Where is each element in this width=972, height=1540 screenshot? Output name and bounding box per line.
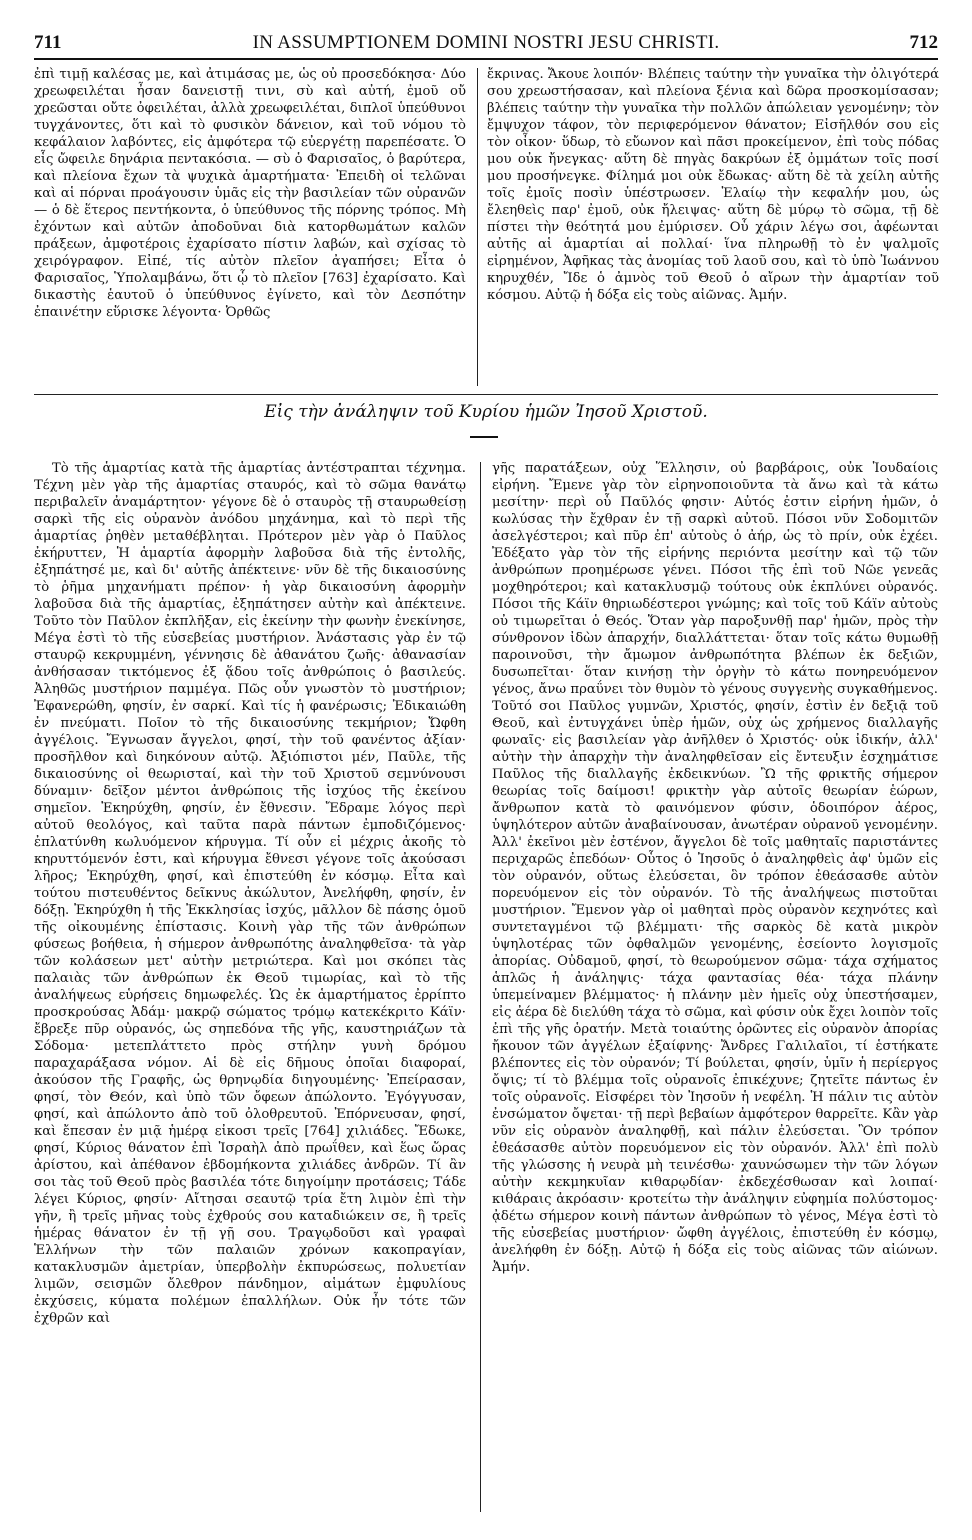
column-divider-top <box>477 68 478 386</box>
section-title: Εἰς τὴν ἀνάληψιν τοῦ Κυρίου ἡμῶν Ἰησοῦ Χριστοῦ. <box>264 402 708 422</box>
paragraph-bottom-left: Τὸ τῆς ἁμαρτίας κατὰ τῆς ἁμαρτίας ἀντέστραπται τέχνημα. Τέχνη μὲν γὰρ τῆς ἁμαρτίας σταυρός, καὶ τὸ σῶμα θανάτῳ περιβαλεῖν ἀναμάρτητον· γέγονε δὲ ὁ σταυρὸς τῇ σταυρωθείσῃ σαρκὶ τῆς εἰς οὐρανὸν ἀνόδου μηχάνημα, καὶ τὸ περὶ τῆς ἁμαρτίας ῥηθὲν μεταθέβληται. Πρότερον μὲν γὰρ ὁ Παῦλος ἐκήρυττεν, Ἡ ἁμαρτία ἀφορμὴν λαβοῦσα διὰ τῆς ἐντολῆς, ἐξηπάτησέ με, καὶ δι' αὐτῆς ἀπέκτεινε· νῦν δὲ τῆς δικαιοσύνης τὸ ῥῆμα μηχανήματι πρέπον· ἡ γὰρ δικαιοσύνη ἀφορμὴν λαβοῦσα διὰ τῆς ἁμαρτίας, ἐξηπάτησεν αὐτὴν καὶ ἀπέκτεινε. Τοῦτο τὸν Παῦλον ἐκπλῆξαν, εἰς ἐκείνην τὴν φωνὴν ἐνεκίνησε, Μέγα ἐστὶ τὸ τῆς εὐσεβείας μυστήριον. Ἀνάστασις γὰρ ἐν τῷ σταυρῷ κεκρυμμένη, γέννησις δὲ ἀθανάτου ζωῆς· ἀθανασίαν ἀνθήσασαν τικτόμενος ἐξ ᾅδου τοῖς ἀνθρώποις ὁ βασιλεύς. Ἀληθῶς μυστήριον παμμέγα. Πῶς οὖν γνωστὸν τὸ μυστήριον; Ἐφανερώθη, φησίν, ἐν σαρκί. Καὶ τίς ἡ φανέρωσις; Ἐδικαιώθη ἐν πνεύματι. Ποῖον τὸ τῆς δικαιοσύνης τεκμήριον; Ὤφθη ἀγγέλοις. Ἔγνωσαν ἄγγελοι, φησί, τὴν τοῦ φανέντος ἀξίαν· προσῆλθον καὶ διηκόνουν αὐτῷ. Ἀξιόπιστοι μέν, Παῦλε, τῆς δικαιοσύνης οἱ θεωρισταί, καὶ τὴν τοῦ Χριστοῦ σεμνύνουσι δύναμιν· δεῖξον μέντοι ἀνθρώποις τῆς ἰσχύος τῆς ἐκείνου σημεῖον. Ἐκηρύχθη, φησίν, ἐν ἔθνεσιν. Ἔδραμε λόγος περὶ αὐτοῦ θεολόγος, καὶ ταῦτα παρὰ πάντων ἐμποδιζόμενος· ἐπλατύνθη κωλυόμενον κήρυγμα. Τί οὖν εἰ μέχρις ἀκοῆς τὸ κηρυττόμενόν ἐστι, καὶ κήρυγμα ἔθνεσι γέγονε τοῖς ἀκούσασι λῆρος; Ἐκηρύχθη, φησί, καὶ ἐπιστεύθη ἐν κόσμῳ. Εἶτα καὶ τούτου πιστευθέντος δεῖκνυς ἀκώλυτον, Ἀνελήφθη, φησίν, ἐν δόξῃ. Ἐκηρύχθη ἡ τῆς Ἐκκλησίας ἰσχύς, μᾶλλον δὲ πάσης ὁμοῦ τῆς οἰκουμένης ἐπίστασις. Κοινὴ γὰρ τῆς τῶν ἀνθρώπων φύσεως βοήθεια, ἡ σήμερον ἀνθρωπότης ἀναληφθεῖσα· τὰ γὰρ τῶν κολάσεων μετ' αὐτὴν μετριώτερα. Καὶ μοι σκόπει τὰς παλαιὰς τῶν ἀνθρώπων ἐκ Θεοῦ τιμωρίας, καὶ τὸ τῆς ἀναλήψεως εὑρήσεις δημωφελές. Ὡς ἐκ ἁμαρτήματος ἐρρίπτο προσκρούσας Ἀδάμ· μακρῷ σώματος τρόμῳ κατεκέκριτο Κάϊν· ἔβρεξε πῦρ οὐρανός, ὡς σηπεδόνα τῆς γῆς, καυστηριάζων τὰ Σόδομα· μετεπλάττετο πρὸς στήλην γυνὴ δρόμου παραχαράξασα νόμον. Αἱ δὲ εἰς δῆμους ὁποῖαι διαφοραί, ἀκούσον τῆς Γραφῆς, ὡς θρηνῳδία διηγουμένης· Ἐπείρασαν, φησί, τὸν Θεόν, καὶ ὑπὸ τῶν ὄφεων ἀπώλοντο. Ἐγόγγυσαν, φησί, καὶ ἀπώλοντο ἀπὸ τοῦ ὀλοθρευτοῦ. Ἐπόρνευσαν, φησί, καὶ ἔπεσαν ἐν μιᾷ ἡμέρᾳ εἰκοσι τρεῖς [764] χιλιάδες. Ἔδωκε, φησί, Κύριος θάνατον ἐπὶ Ἰσραὴλ ἀπὸ πρωΐθεν, καὶ ἕως ὥρας ἀρίστου, καὶ ἀπέθανον ἑβδομήκοντα χιλιάδες ἀνδρῶν. Τί ἂν σοι τὰς τοῦ Θεοῦ πρὸς βασιλέα τότε διηγοίμην προτάσεις; Τάδε λέγει Κύριος, φησίν· Αἴτησαι σεαυτῷ τρία ἔτη λιμὸν ἐπὶ τὴν γῆν, ἢ τρεῖς μῆνας τοὺς ἐχθρούς σου καταδιώκειν σε, ἢ τρεῖς ἡμέρας θάνατον ἐν τῇ γῇ σου. Τραγῳδοῦσι καὶ γραφαὶ Ἑλλήνων τὴν τῶν παλαιῶν χρόνων κακοπραγίαν, κατακλυσμῶν ἀμετρίαν, ὑπερβολὴν ἐκπυρώσεως, πολυετίαν λιμῶν, σεισμῶν ὄλεθρον πάνδημον, αἱμάτων ἐμφυλίους ἐκχύσεις, κύματα πολέμων ἐπαλλήλων. Οὐκ ἦν τότε τῶν ἐχθρῶν καὶ <box>34 461 466 1326</box>
running-head <box>30 32 942 58</box>
page-number-right: 712 <box>909 32 938 53</box>
column-top-right <box>487 66 939 388</box>
column-bottom-right <box>492 460 938 1516</box>
header-rule <box>34 58 938 60</box>
paragraph-bottom-right: γῆς παρατάξεων, οὐχ Ἕλλησιν, οὐ βαρβάροις, οὐκ Ἰουδαίοις εἰρήνη. Ἔμενε γὰρ τὸν εἰρηνοποιοῦντα τὰ ἄνω καὶ τὰ κάτω μεσίτην· περὶ οὗ Παῦλός φησιν· Αὐτός ἐστιν εἰρήνη ἡμῶν, ὁ κωλύσας τὴν ἔχθραν ἐν τῇ σαρκὶ αὐτοῦ. Πόσοι νῦν Σοδομιτῶν ἀσελγέστεροι; καὶ πῦρ ἐπ' αὐτοὺς ὁ ἀήρ, ὡς τὸ πρίν, οὐκ ἐχέει. Ἐδέξατο γὰρ τὸν τῆς εἰρήνης περιόντα μεσίτην καὶ τῷ τῶν ἀνθρώπων προημέρωσε γένει. Πόσοι τῆς ἐπὶ τοῦ Νῶε γενεᾶς μοχθηρότεροι; καὶ κατακλυσμῷ τούτους οὐκ ἐκπλύνει οὐρανός. Πόσοι τῆς Κάϊν θηριωδέστεροι γνώμης; καὶ τοῖς τοῦ Κάϊν αὐτοὺς οὐ τιμωρεῖται ὁ Θεός. Ὅταν γὰρ παροξυνθῇ παρ' ἡμῶν, πρὸς τὴν σύνθρονον ἰδὼν ἀπαρχήν, διαλλάττεται· ὅταν τοῖς κάτω θυμωθῇ παροινοῦσι, τὴν ἄμωμον ἀνθρωπότητα βλέπων ἐκ δεξιῶν, δυσωπεῖται· ὅταν κινήσῃ τὴν ὀργὴν τὸ κάτω πονηρευόμενον γένος, ἄνω πραΰνει τὸν θυμὸν τὸ γένους συγγενὴς συγκαθήμενος. Τοῦτό σοι Παῦλος γυμνῶν, Χριστός, φησίν, ἐστὶν ἐν δεξιᾷ τοῦ Θεοῦ, καὶ ἐντυγχάνει ὑπὲρ ἡμῶν, οὐχ ὡς χρήμενος διαλλαγῆς φωναῖς· εἰς βασιλείαν γὰρ ἀνῆλθεν ὁ Χριστός· οὐκ ἰδικήν, ἀλλ' αὐτὴν τὴν ἀπαρχὴν τὴν ἀναληφθεῖσαν εἰς ἔντευξιν ἐσχημάτισε Παῦλος τῆς διαλλαγῆς ἐκδεικνύων. Ὢ τῆς φρικτῆς σήμερον θεωρίας τοῖς δαίμοσι! φρικτὴν γὰρ αὐτοῖς θεωρίαν ἑώρων, ἄνθρωπον κατὰ τὸ φαινόμενον φύσιν, ὁδοιπόρον ἀέρος, ὑψηλότερον αὐτῶν ἀναβαίνουσαν, ἀνωτέραν οὐρανοῦ γενομένην. Ἀλλ' ἐκεῖνοι μὲν ἐστένον, ἄγγελοι δὲ τοῖς μαθηταῖς παριστάντες περιχαρῶς ἐπεδόων· Οὗτος ὁ Ἰησοῦς ὁ ἀναληφθεὶς ἀφ' ὑμῶν εἰς τὸν οὐρανόν, οὕτως ἐλεύσεται, ὃν τρόπον ἐθεάσασθε αὐτὸν πορευόμενον εἰς τὸν οὐρανόν. Τὸ τῆς ἀναλήψεως πιστοῦται μυστήριον. Ἔμενον γὰρ οἱ μαθηταὶ πρὸς οὐρανὸν κεχηνότες καὶ συντεταγμένοι τῷ βλέμματι· τῆς σαρκὸς δὲ κατὰ μικρὸν ὑψηλοτέρας τῶν ὀφθαλμῶν γενομένης, ἐσείοντο λογισμοῖς ἀπορίας. Οὐδαμοῦ, φησί, τὸ θεωρούμενον σῶμα· τάχα σχήματος ἁπλῶς ἡ ἀνάληψις· τάχα φαντασίας θέα· τάχα πλάνην ὑπεμείναμεν βλέμματος· ἡ πλάνην μὲν ἡμεῖς οὐχ ὑπεστήσαμεν, εἰς ἀέρα δὲ διελύθη τάχα τὸ σῶμα, καὶ φύσιν οὐκ ἔχει λοιπὸν τοῖς ἐπὶ τῆς γῆς ὁρατήν. Μετὰ τοιαύτης ὁρῶντες εἰς οὐρανὸν ἀπορίας ἤκουον τῶν ἀγγέλων ἐξαίφνης· Ἄνδρες Γαλιλαῖοι, τί ἑστήκατε βλέποντες εἰς τὸν οὐρανόν; Τί βούλεται, φησίν, ὑμῖν ἡ περίεργος ὄψις; τί τὸ βλέμμα τοῖς οὐρανοῖς ἐπικέχυνε; ζητεῖτε πάντως ἐν τοῖς οὐρανοῖς. Εἰσφέρει τὸν Ἰησοῦν ἡ νεφέλη. Ἡ πάλιν τις αὐτὸν ἐνσώματον ὄψεται· τῇ περὶ βεβαίων ἀμφότερον θαρρεῖτε. Κἂν γὰρ νῦν εἰς οὐρανὸν ἀναληφθῇ, καὶ πάλιν ἐλεύσεται. Ὃν τρόπον ἐθεάσασθε αὐτὸν πορευόμενον εἰς τὸν οὐρανόν. Ἀλλ' ἐπὶ πολὺ τῆς γλώσσης ἡ νευρὰ μὴ τεινέσθω· χαυνώσωμεν τὴν τῶν λόγων αὐτὴν κεκμηκυῖαν κιθαρῳδίαν· ἐκδεχέσθωσαν καὶ λοιπαί· κιθάραις ἀκρόασιν· κροτείτω τὴν ἀνάληψιν εὐφημία πολύστομος· ᾀδέτω σήμερον κοινὴ πάντων ἀνθρώπων τὸ γένος, Μέγα ἐστὶ τὸ τῆς εὐσεβείας μυστήριον· ὤφθη ἀγγέλοις, ἐπιστεύθη ἐν κόσμῳ, ἀνελήφθη ἐν δόξῃ. Αὐτῷ ἡ δόξα εἰς τοὺς αἰῶνας τῶν αἰώνων. Ἀμήν. <box>492 461 938 1275</box>
paragraph-top-right: ἔκρινας. Ἄκουε λοιπόν· Βλέπεις ταύτην τὴν γυναῖκα τὴν ὀλιγότερά σου χρεωστήσασαν, καὶ πλείονα ξένια καὶ δῶρα προσκομίσασαν; βλέπεις ταύτην τὴν γυναῖκα τὴν πολλῶν ἀπώλειαν γενομένην; τὸν ἔμψυχον τάφον, τὸν περιφερόμενον θάνατον; Εἰσῆλθόν σου εἰς τὸν οἶκον· ὕδωρ, τὸ εὔωνον καὶ πᾶσι προκείμενον, ἐπὶ τοὺς πόδας μου οὐκ ἤνεγκας· αὕτη δὲ πηγὰς δακρύων ἐξ ὀμμάτων τοῖς ποσί μου προσήνεγκε. Φίλημά μοι οὐκ ἔδωκας· αὕτη δὲ τὰ χείλη αὐτῆς τοῖς ἐμοῖς ποσὶν ὑπέστρωσεν. Ἐλαίῳ τὴν κεφαλήν μου, ὡς ἔλεηθεὶς παρ' ἐμοῦ, οὐκ ἤλειψας· αὕτη δὲ μύρῳ τὸ σῶμα, τῇ δὲ πίστει τὴν θεότητά μου ἐμύρισεν. Οὗ χάριν λέγω σοι, ἀφέωνται αὐτῆς αἱ ἁμαρτίαι αἱ πολλαί· ἵνα πληρωθῇ τὸ ἐν ψαλμοῖς εἰρημένον, Ἀφῆκας τὰς ἀνομίας τοῦ λαοῦ σου, καὶ τὸ ὑπὸ Ἰωάννου κηρυχθέν, Ἴδε ὁ ἀμνὸς τοῦ Θεοῦ ὁ αἴρων τὴν ἁμαρτίαν τοῦ κόσμου. Αὐτῷ ἡ δόξα εἰς τοὺς αἰῶνας. Ἀμήν. <box>487 67 939 303</box>
running-title: IN ASSUMPTIONEM DOMINI NOSTRI JESU CHRISTI. <box>252 32 720 53</box>
paragraph-top-left: ἐπὶ τιμῇ καλέσας με, καὶ ἀτιμάσας με, ὡς οὐ προσεδόκησα· Δύο χρεωφειλέται ἦσαν δανειστῇ τινι, σὺ καὶ αὐτή, ἐμοῦ οὔ χρεῶσται οὔτε ὀφειλέται, ἀλλὰ χρεωφειλέται, διπλοῖ ὑπεύθυνοι τυγχάνοντες, ὅτι καὶ τὸ φυσικὸν δάνειον, καὶ τοῦ νόμου τὸ κεφάλαιον λαβόντες, εἰς ἀμφότερα τῷ εὐεργέτῃ παρεπέσατε. Ὁ εἷς ὤφειλε δηνάρια πεντακόσια. — σὺ ὁ Φαρισαῖος, ὁ βαρύτερα, καὶ πλείονα ἔχων τὰ ψυχικὰ ἁμαρτήματα· Ἐπειδὴ οἱ τελῶναι καὶ αἱ πόρναι προάγουσιν ὑμᾶς εἰς τὴν βασιλείαν τῶν οὐρανῶν — ὁ δὲ ἕτερος πεντήκοντα, ὁ ὑπεύθυνος τῆς πόρνης τρόπος. Μὴ ἐχόντων καὶ αὐτῶν ἀποδοῦναι διὰ κατορθωμάτων καλῶν πράξεων, ἀμφοτέροις ἐχαρίσατο πίστιν λαβών, καὶ σχίσας τὸ χειρόγραφον. Εἰπέ, τίς αὐτὸν πλεῖον ἀγαπήσει; Εἶτα ὁ Φαρισαῖος, Ὑπολαμβάνω, ὅτι ᾧ τὸ πλεῖον [763] ἐχαρίσατο. Καὶ δικαστὴς ἑαυτοῦ ὁ ὑπεύθυνος ἐγίνετο, καὶ τὸν Δεσπότην ἐπαινέτην εὕρισκε λέγοντα· Ὀρθῶς <box>34 67 466 320</box>
title-underline <box>470 436 498 438</box>
column-divider-bottom <box>480 462 481 1512</box>
column-top-left <box>34 66 466 388</box>
section-rule <box>34 394 938 395</box>
column-bottom-left <box>34 460 466 1516</box>
page-number-left: 711 <box>34 32 62 53</box>
